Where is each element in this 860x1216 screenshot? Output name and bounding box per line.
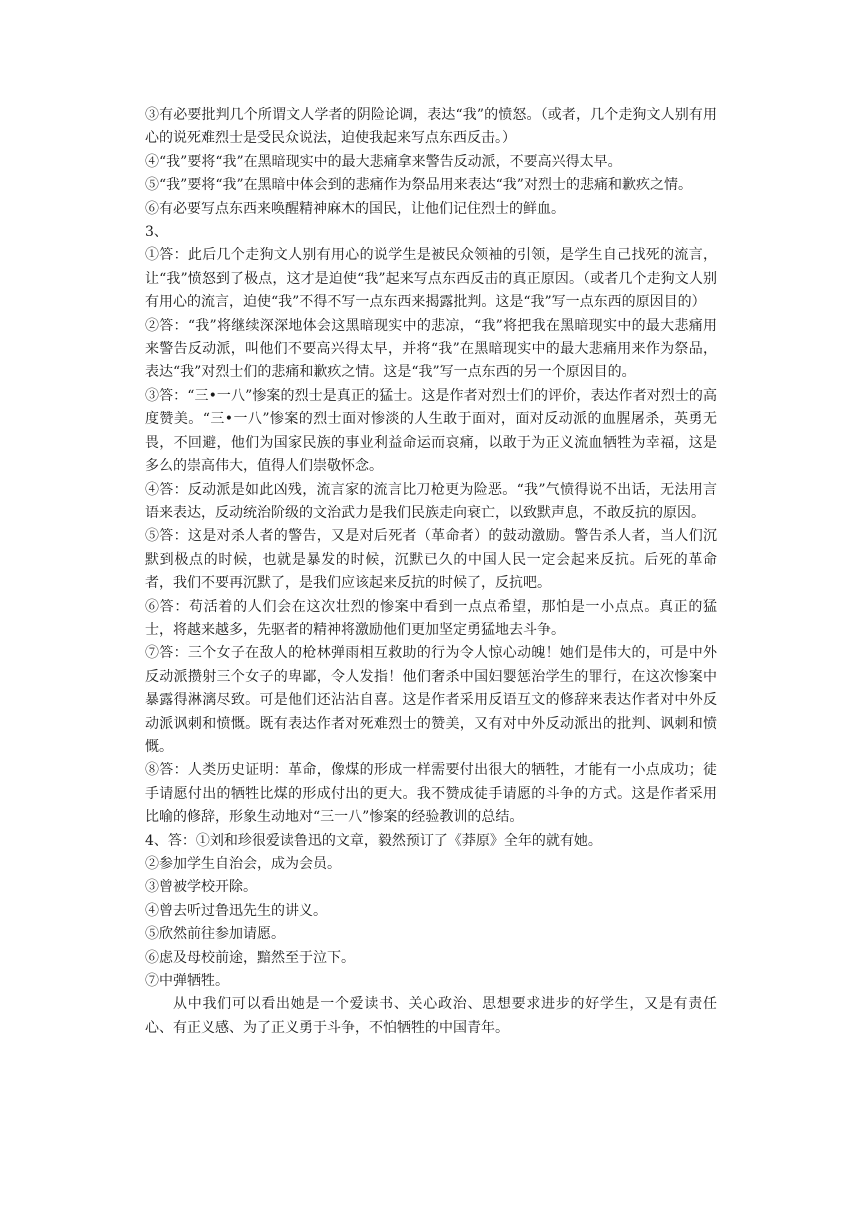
answer-3-1: ①答：此后几个走狗文人别有用心的说学生是被民众领袖的引领，是学生自己找死的流言，让“我”愤怒到了极点，这才是迫使“我”起来写点东西反击的真正原因。（或者几个走狗文人别有用心的流言，迫使“我”不得不写一点东西来揭露批判。这是“我”写一点东西的原因目的） (145, 247, 717, 311)
answer-4-3: ③曾被学校开除。 (145, 879, 257, 896)
answer-3-3: ③答：“三•一八”惨案的烈士是真正的猛士。这是作者对烈士们的评价，表达作者对烈士的高度赞美。“三•一八”惨案的烈士面对惨淡的人生敢于面对，面对反动派的血腥屠杀，英勇无畏，不回避，他们为国家民族的事业利益命运而哀痛，以敢于为正义流血牺牲为幸福，这是多么的崇高伟大，值得人们崇敬怀念。 (145, 387, 717, 475)
text-line-4: ⑥有必要写点东西来唤醒精神麻木的国民，让他们记住烈士的鲜血。 (145, 200, 565, 217)
answer-3-7: ⑦答：三个女子在敌人的枪林弹雨相互救助的行为令人惊心动魄！她们是伟大的，可是中外反动派攒射三个女子的卑鄙，令人发指！他们奢杀中国妇婴惩治学生的罪行，在这次惨案中暴露得淋漓尽致。可是他们还沾沾自喜。这是作者采用反语互文的修辞来表达作者对中外反动派讽刺和愤慨。既有表达作者对死难烈士的赞美，又有对中外反动派出的批判、讽刺和愤慨。 (145, 645, 717, 755)
answer-3-5: ⑤答：这是对杀人者的警告，又是对后死者（革命者）的鼓动激励。警告杀人者，当人们沉默到极点的时候，也就是暴发的时候，沉默已久的中国人民一定会起来反抗。后死的革命者，我们不要再沉默了，是我们应该起来反抗的时候了，反抗吧。 (145, 528, 717, 592)
answer-4-5: ⑤欣然前往参加请愿。 (145, 926, 285, 943)
answer-3-8: ⑧答：人类历史证明：革命，像煤的形成一样需要付出很大的牺牲，才能有一小点成功；徒手请愿付出的牺牲比煤的形成付出的更大。我不赞成徒手请愿的斗争的方式。这是作者采用比喻的修辞，形象生动地对“三一八”惨案的经验教训的总结。 (145, 762, 717, 826)
answer-4-1: 4、答：①刘和珍很爱读鲁迅的文章，毅然预订了《莽原》全年的就有她。 (145, 832, 602, 849)
text-line-3: ⑤“我”要将“我”在黑暗中体会到的悲痛作为祭品用来表达“我”对烈士的悲痛和歉疚之情。 (145, 177, 692, 194)
answer-4-2: ②参加学生自治会，成为会员。 (145, 856, 341, 872)
answer-4-7: ⑦中弹牺牲。 (145, 973, 229, 990)
summary-paragraph: 从中我们可以看出她是一个爱读书、关心政治、思想要求进步的好学生，又是有责任心、有正义感、为了正义勇于斗争，不怕牺牲的中国青年。 (145, 996, 717, 1036)
text-line-1: ③有必要批判几个所谓文人学者的阴险论调，表达“我”的愤怒。（或者，几个走狗文人别有用心的说死难烈士是受民众说法，迫使我起来写点东西反击。） (145, 107, 717, 147)
answer-3-2: ②答：“我”将继续深深地体会这黑暗现实中的悲凉，“我”将把我在黑暗现实中的最大悲痛用来警告反动派，叫他们不要高兴得太早，并将“我”在黑暗现实中的最大悲痛用来作为祭品，表达“我”对烈士们的悲痛和歉疚之情。这是“我”写一点东西的另一个原因目的。 (145, 317, 717, 381)
answer-3-4: ④答：反动派是如此凶残，流言家的流言比刀枪更为险恶。“我”气愤得说不出话，无法用言语来表达，反动统治阶级的文治武力是我们民族走向衰亡，以致默声息，不敢反抗的原因。 (145, 481, 717, 521)
document-body (145, 104, 717, 1040)
text-line-2: ④“我”要将“我”在黑暗现实中的最大悲痛拿来警告反动派，不要高兴得太早。 (145, 153, 622, 170)
section-number-3: 3、 (145, 224, 168, 241)
answer-4-6: ⑥虑及母校前途，黯然至于泣下。 (145, 949, 355, 966)
answer-4-4: ④曾去听过鲁迅先生的讲义。 (145, 902, 327, 919)
answer-3-6: ⑥答：苟活着的人们会在这次壮烈的惨案中看到一点点希望，那怕是一小点点。真正的猛士，将越来越多，先驱者的精神将激励他们更加坚定勇猛地去斗争。 (145, 598, 717, 638)
